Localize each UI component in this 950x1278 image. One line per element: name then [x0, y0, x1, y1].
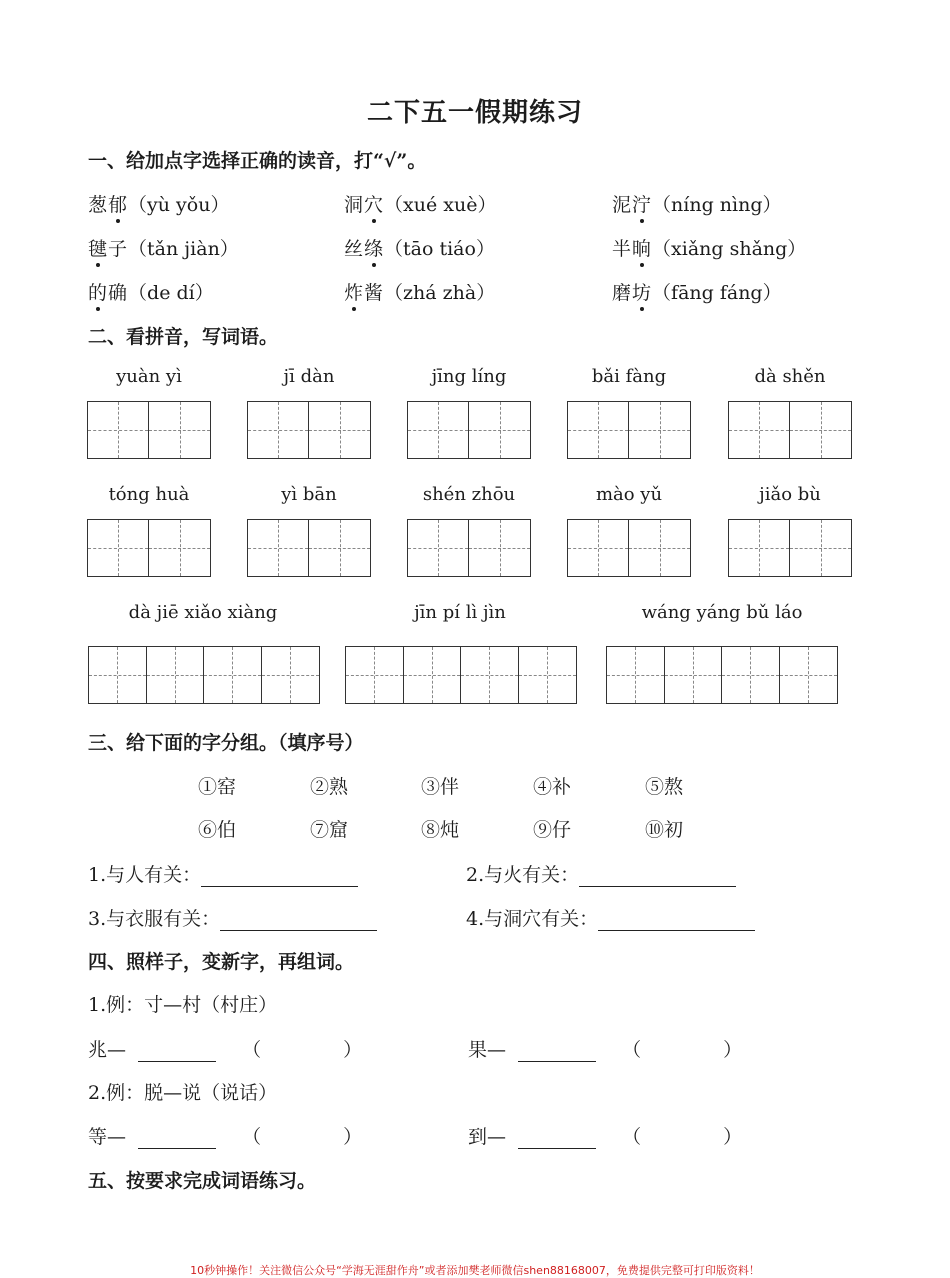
group-question: [88, 904, 377, 931]
paren-close: ）: [723, 1039, 743, 1061]
pinyin-label: wáng yáng bǔ láo: [641, 602, 803, 623]
answer-blank[interactable]: [598, 910, 755, 931]
pinyin-label: jiǎo bù: [759, 484, 821, 505]
pinyin-label: dà shěn: [754, 366, 826, 387]
char-option: ⑩初: [645, 819, 684, 841]
transform-char: 兆—: [88, 1039, 127, 1061]
pinyin-label: shén zhōu: [422, 484, 516, 505]
answer-blank[interactable]: [138, 1041, 216, 1062]
q1-options: （xiǎng shǎng）: [652, 238, 807, 260]
pinyin-label: bǎi fàng: [591, 366, 667, 387]
char-option: ⑥伯: [198, 819, 237, 841]
answer-blank[interactable]: [518, 1128, 596, 1149]
q1-item: [612, 234, 806, 261]
q1-options: （tāo tiáo）: [384, 238, 495, 260]
q1-item: [344, 234, 495, 261]
q1-word: 半晌: [612, 238, 653, 260]
pinyin-label: jīn pí lì jìn: [414, 602, 506, 623]
section4-heading: 四、照样子，变新字，再组词。: [88, 951, 355, 973]
section2-heading: 二、看拼音，写词语。: [88, 326, 279, 348]
q1-options: （zhá zhà）: [384, 282, 496, 304]
paren-open: （: [242, 1039, 262, 1061]
paren-open: （: [622, 1039, 642, 1061]
q1-options: （fāng fáng）: [652, 282, 782, 304]
q1-word: 磨坊: [612, 282, 653, 304]
writing-grid[interactable]: [87, 519, 211, 577]
group-question: [88, 860, 358, 887]
paren-open: （: [242, 1126, 262, 1148]
transform-char: 等—: [88, 1126, 127, 1148]
q1-options: （de dí）: [128, 282, 214, 304]
q1-word: 的确: [88, 282, 129, 304]
pinyin-label: jī dàn: [283, 366, 335, 387]
footer-promo: 10秒钟操作！关注微信公众号“学海无涯甜作舟”或者添加樊老师微信shen88168007，免费提供完整可打印版资料！: [190, 1264, 760, 1277]
paren-close: ）: [723, 1126, 743, 1148]
writing-grid[interactable]: [728, 519, 852, 577]
char-option: ②熟: [310, 776, 349, 798]
q1-item: [88, 278, 214, 305]
writing-grid[interactable]: [87, 401, 211, 459]
q1-options: （tǎn jiàn）: [128, 238, 239, 260]
page-title: 二下五一假期练习: [366, 98, 583, 128]
transform-char: 果—: [468, 1039, 507, 1061]
writing-grid[interactable]: [247, 519, 371, 577]
section3-heading: 三、给下面的字分组。（填序号）: [88, 732, 364, 754]
char-option: ③伴: [421, 776, 460, 798]
transform-char: 到—: [468, 1126, 507, 1148]
group-question-label: 4.与洞穴有关：: [466, 908, 599, 930]
group-question-label: 2.与火有关：: [466, 864, 580, 886]
answer-blank[interactable]: [220, 910, 377, 931]
char-option: ④补: [533, 776, 572, 798]
q1-word: 泥泞: [612, 194, 653, 216]
q1-item: [612, 190, 782, 217]
writing-grid[interactable]: [407, 519, 531, 577]
pinyin-label: dà jiē xiǎo xiàng: [128, 602, 278, 623]
writing-grid[interactable]: [606, 646, 838, 704]
group-question-label: 1.与人有关：: [88, 864, 202, 886]
writing-grid[interactable]: [345, 646, 577, 704]
char-option: ⑧炖: [421, 819, 460, 841]
pinyin-label: yuàn yì: [116, 366, 182, 387]
answer-blank[interactable]: [201, 866, 358, 887]
q1-options: （níng nìng）: [652, 194, 782, 216]
paren-open: （: [622, 1126, 642, 1148]
q1-options: （yù yǒu）: [128, 194, 230, 216]
pinyin-label: tóng huà: [108, 484, 190, 505]
char-option: ⑤熬: [645, 776, 684, 798]
answer-blank[interactable]: [138, 1128, 216, 1149]
q1-item: [344, 190, 496, 217]
example-line: 2.例：脱—说（说话）: [88, 1082, 278, 1104]
q1-word: 毽子: [88, 238, 129, 260]
section5-heading: 五、按要求完成词语练习。: [88, 1170, 317, 1192]
q1-item: [344, 278, 495, 305]
section1-heading: 一、给加点字选择正确的读音，打“√”。: [88, 150, 427, 172]
char-option: ⑨仔: [533, 819, 572, 841]
writing-grid[interactable]: [407, 401, 531, 459]
writing-grid[interactable]: [728, 401, 852, 459]
transform-item: [468, 1122, 742, 1149]
writing-grid[interactable]: [567, 401, 691, 459]
answer-blank[interactable]: [518, 1041, 596, 1062]
example-line: 1.例：寸—村（村庄）: [88, 994, 278, 1016]
q1-word: 丝绦: [344, 238, 385, 260]
q1-item: [88, 190, 229, 217]
answer-blank[interactable]: [579, 866, 736, 887]
pinyin-label: mào yǔ: [595, 484, 663, 505]
transform-item: [468, 1035, 742, 1062]
group-question: [466, 904, 755, 931]
q1-word: 炸酱: [344, 282, 385, 304]
q1-word: 葱郁: [88, 194, 129, 216]
writing-grid[interactable]: [88, 646, 320, 704]
char-option: ①窑: [198, 776, 237, 798]
group-question-label: 3.与衣服有关：: [88, 908, 221, 930]
q1-item: [612, 278, 782, 305]
pinyin-label: yì bān: [281, 484, 337, 505]
writing-grid[interactable]: [247, 401, 371, 459]
writing-grid[interactable]: [567, 519, 691, 577]
q1-word: 洞穴: [344, 194, 385, 216]
transform-item: [88, 1122, 362, 1149]
char-option: ⑦窟: [310, 819, 349, 841]
group-question: [466, 860, 736, 887]
paren-close: ）: [343, 1039, 363, 1061]
paren-close: ）: [343, 1126, 363, 1148]
q1-item: [88, 234, 239, 261]
q1-options: （xué xuè）: [384, 194, 497, 216]
pinyin-label: jīng líng: [431, 366, 507, 387]
transform-item: [88, 1035, 362, 1062]
